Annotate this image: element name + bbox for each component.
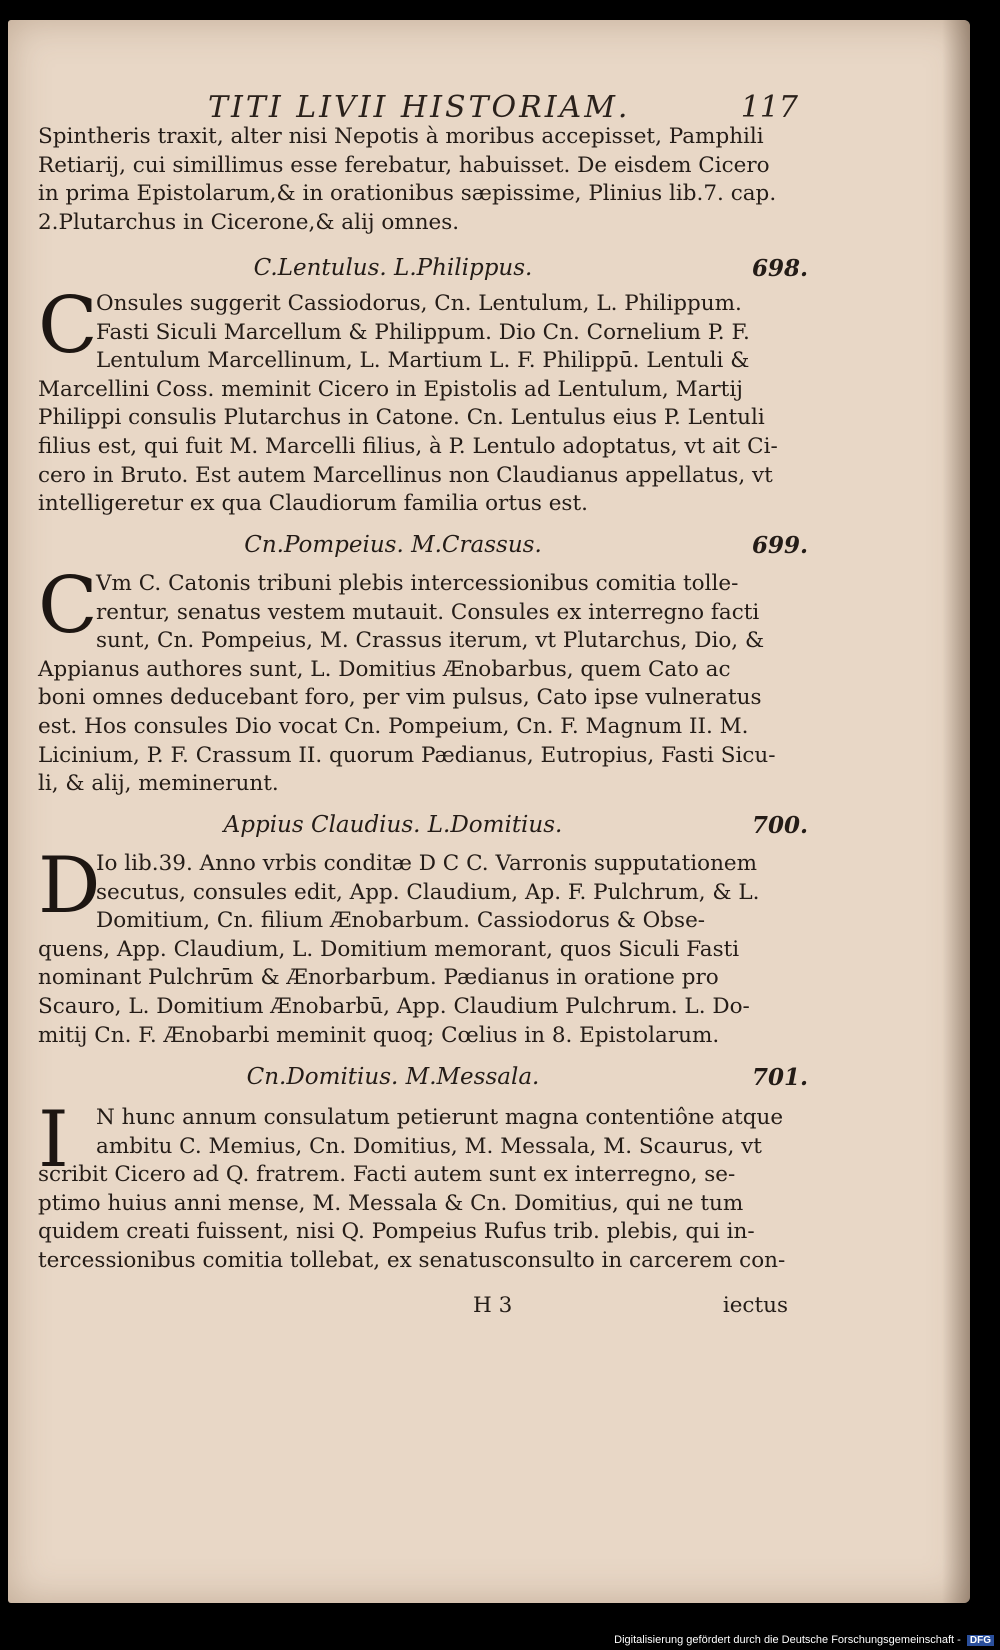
text-line: nominant Pulchrūm & Ænorbarbum. Pædianus in oratione pro [38, 965, 719, 991]
text-line: 2.Plutarchus in Cicerone,& alij omnes. [38, 209, 460, 235]
consuls-names: Cn.Domitius. M.Messala. [246, 1064, 540, 1090]
text-line: in prima Epistolarum,& in orationibus sæpissime, Plinius lib.7. cap. [38, 181, 777, 207]
drop-capital: C [38, 561, 98, 651]
page-footer [38, 1293, 808, 1323]
text-line: scribit Cicero ad Q. fratrem. Facti autem sunt ex interregno, se- [38, 1162, 736, 1188]
text-line: ptimo huius anni mense, M. Messala & Cn. Domitius, qui ne tum [38, 1190, 744, 1216]
section-heading [38, 1064, 808, 1096]
text-line: Spintheris traxit, alter nisi Nepotis à moribus accepisset, Pamphili [38, 124, 764, 149]
drop-capital: I [38, 1095, 69, 1185]
section-paragraph [38, 841, 808, 1050]
catchword: iectus [722, 1293, 788, 1318]
year-number: 701. [751, 1064, 808, 1091]
text-line: Io lib.39. Anno vrbis conditæ D C C. Varronis supputationem [96, 851, 758, 876]
text-line: secutus, consules edit, App. Claudium, Ap. F. Pulchrum, & L. [96, 879, 760, 905]
text-line: filius est, qui fuit M. Marcelli filius, à P. Lentulo adoptatus, vt ait Ci- [38, 433, 778, 459]
text-line: Scauro, L. Domitium Ænobarbū, App. Claudium Pulchrum. L. Do- [38, 993, 750, 1019]
text-line: ambitu C. Memius, Cn. Domitius, M. Messala, M. Scaurus, vt [96, 1133, 762, 1159]
consuls-names: C.Lentulus. L.Philippus. [253, 255, 533, 281]
text-line: mitij Cn. F. Ænobarbi meminit quoq; Cœlius in 8. Epistolarum. [38, 1022, 720, 1048]
text-line: Marcellini Coss. meminit Cicero in Epistolis ad Lentulum, Martij [38, 376, 743, 402]
text-line: Licinium, P. F. Crassum II. quorum Pædianus, Eutropius, Fasti Sicu- [38, 742, 776, 768]
year-number: 699. [751, 532, 808, 559]
dfg-logo-icon: DFG [967, 1635, 994, 1646]
drop-capital: D [38, 841, 101, 931]
running-header [208, 90, 798, 125]
text-line: quens, App. Claudium, L. Domitium memorant, quos Siculi Fasti [38, 936, 740, 962]
text-line: Domitium, Cn. filium Ænobarbum. Cassiodorus & Obse- [96, 908, 706, 934]
year-number: 698. [751, 255, 808, 282]
folio-number: 117 [740, 90, 798, 125]
section-paragraph [38, 281, 808, 519]
text-line: tercessionibus comitia tollebat, ex senatusconsulto in carcerem con- [38, 1247, 786, 1273]
section-paragraph [38, 1095, 808, 1276]
text-line: N hunc annum consulatum petierunt magna contentiône atque [96, 1105, 784, 1130]
text-line: sunt, Cn. Pompeius, M. Crassus iterum, vt Plutarchus, Dio, & [96, 628, 765, 654]
text-line: rentur, senatus vestem mutauit. Consules ex interregno facti [96, 599, 760, 625]
digitization-credit [614, 1634, 994, 1646]
consuls-names: Appius Claudius. L.Domitius. [223, 812, 563, 838]
text-line: boni omnes deducebant foro, per vim pulsus, Cato ipse vulneratus [38, 685, 762, 711]
section-heading [38, 812, 808, 844]
text-line: Fasti Siculi Marcellum & Philippum. Dio Cn. Cornelium P. F. [96, 319, 750, 345]
text-line: Philippi consulis Plutarchus in Catone. Cn. Lentulus eius P. Lentuli [38, 405, 765, 431]
section-heading [38, 255, 808, 287]
drop-capital: C [38, 281, 98, 371]
text-line: Retiarij, cui simillimus esse ferebatur, habuisset. De eisdem Cicero [38, 152, 770, 178]
signature-mark: H 3 [473, 1293, 513, 1318]
text-line: cero in Bruto. Est autem Marcellinus non Claudianus appellatus, vt [38, 462, 773, 488]
text-line: Lentulum Marcellinum, L. Martium L. F. Philippū. Lentuli & [96, 348, 750, 374]
text-line: intelligeretur ex qua Claudiorum familia ortus est. [38, 491, 588, 517]
running-title: TITI LIVII HISTORIAM. [208, 90, 631, 125]
year-number: 700. [751, 812, 808, 839]
text-line: est. Hos consules Dio vocat Cn. Pompeium, Cn. F. Magnum II. M. [38, 713, 749, 739]
book-page [8, 20, 970, 1603]
section-paragraph [38, 561, 808, 799]
intro-paragraph [38, 123, 798, 237]
text-line: Onsules suggerit Cassiodorus, Cn. Lentulum, L. Philippum. [96, 291, 742, 316]
credit-text: Digitalisierung gefördert durch die Deutsche Forschungsgemeinschaft - [614, 1634, 961, 1646]
section-heading [38, 532, 808, 564]
consuls-names: Cn.Pompeius. M.Crassus. [244, 532, 542, 558]
text-line: li, & alij, meminerunt. [38, 771, 279, 797]
text-line: Vm C. Catonis tribuni plebis intercessionibus comitia tolle- [96, 571, 739, 596]
text-line: Appianus authores sunt, L. Domitius Ænobarbus, quem Cato ac [38, 656, 731, 682]
text-line: quidem creati fuissent, nisi Q. Pompeius Rufus trib. plebis, qui in- [38, 1219, 755, 1245]
